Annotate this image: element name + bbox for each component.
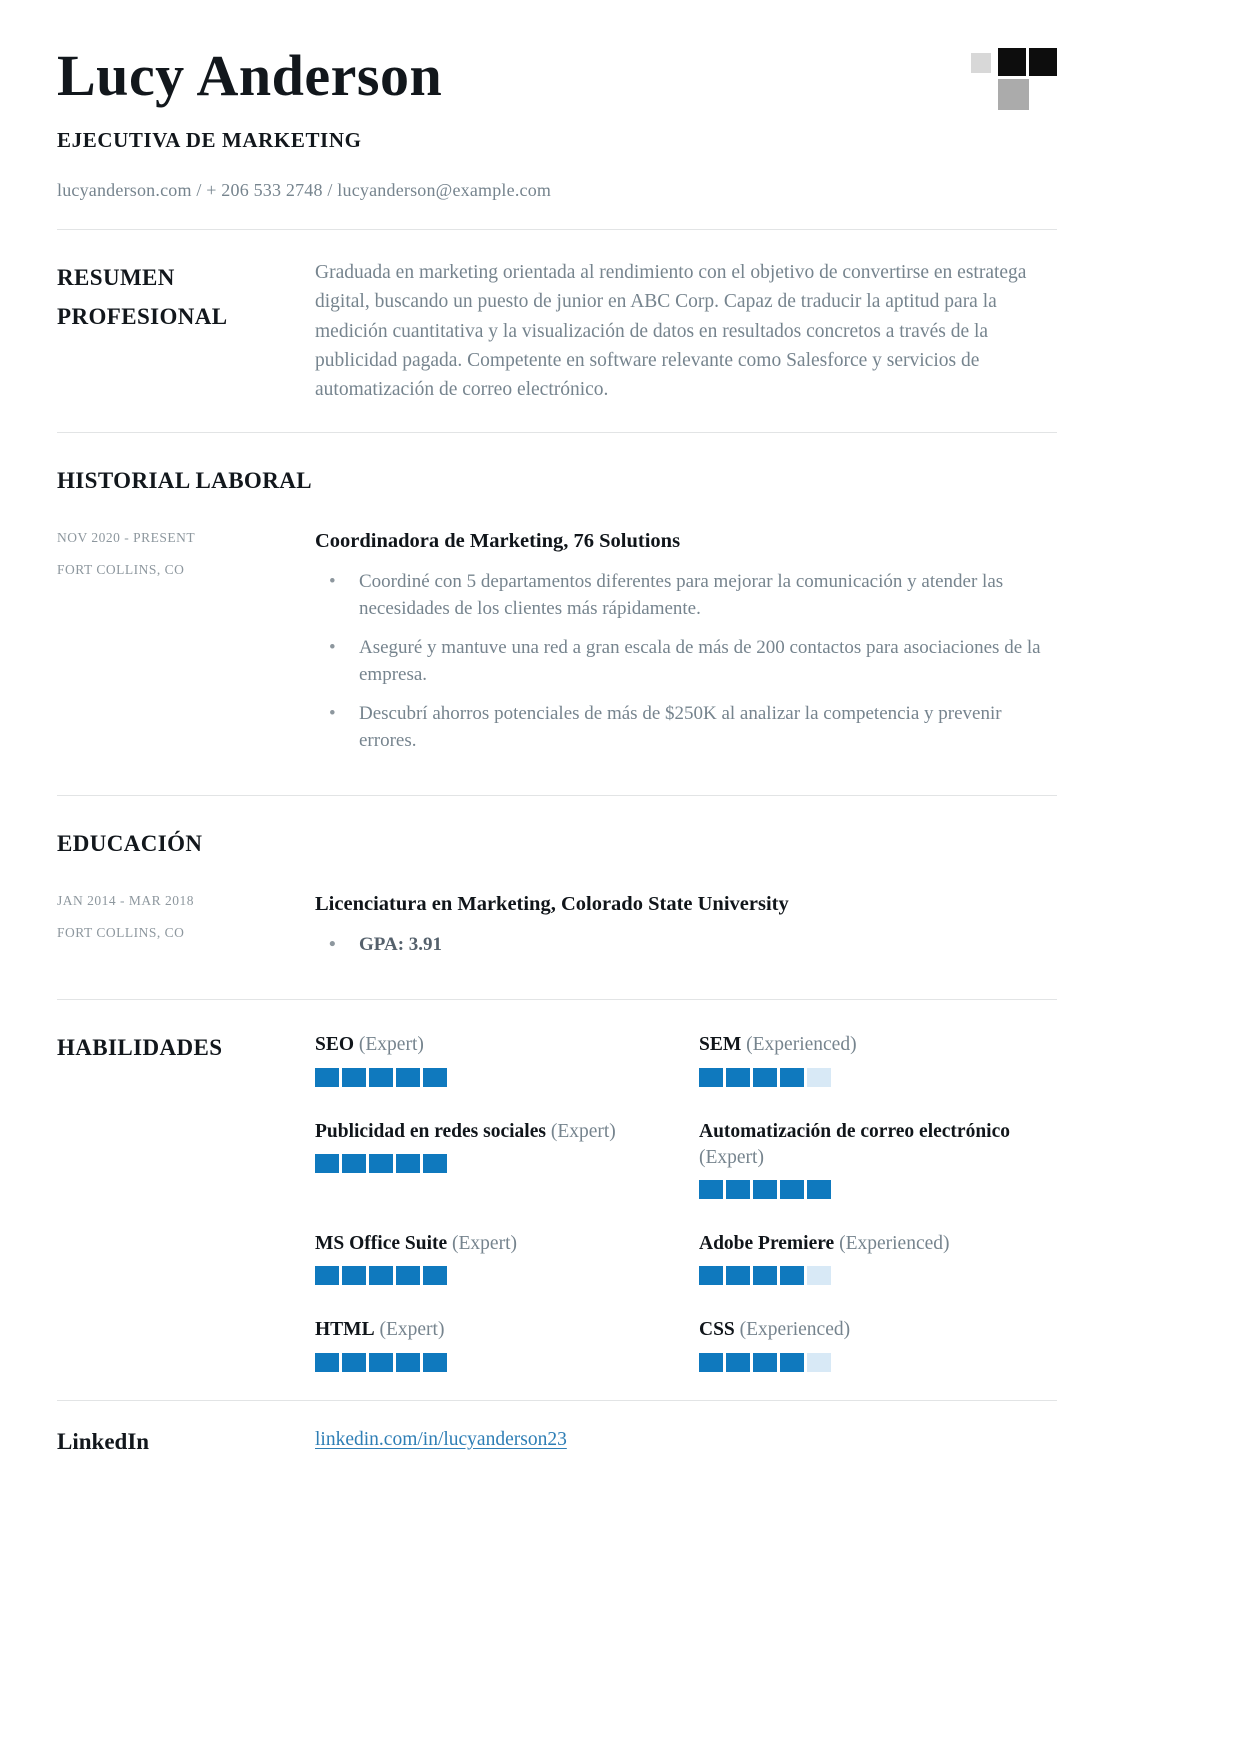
skill-label: [699, 1119, 1057, 1172]
education-dates: JAN 2014 - MAR 2018: [57, 893, 195, 909]
rating-segment-filled: [423, 1154, 447, 1173]
work-dates: NOV 2020 - PRESENT: [57, 530, 196, 546]
skill-rating-bar: [699, 1266, 1057, 1285]
skill-item-html: [315, 1317, 673, 1371]
logo-square-gray-small: [971, 53, 991, 73]
logo-square-black-2: [1029, 48, 1057, 76]
rating-segment-filled: [396, 1266, 420, 1285]
skill-level: (Expert): [699, 1146, 764, 1168]
pixel-squares-logo: [971, 48, 1057, 112]
divider: [57, 432, 1057, 433]
divider: [57, 795, 1057, 796]
divider: [57, 1400, 1057, 1401]
rating-segment-filled: [423, 1068, 447, 1087]
skill-level: (Experienced): [746, 1034, 857, 1056]
skill-rating-bar: [315, 1154, 673, 1173]
skill-name: Automatización de correo electrónico: [699, 1120, 1010, 1142]
work-section: [57, 461, 1057, 767]
linkedin-heading: LinkedIn: [57, 1428, 150, 1454]
skill-label: [699, 1032, 1057, 1058]
skill-name: MS Office Suite: [315, 1233, 448, 1255]
skill-rating-bar: [699, 1180, 1057, 1199]
skills-grid: [315, 1028, 1057, 1372]
skill-item-social-ads: [315, 1119, 673, 1200]
rating-segment-filled: [315, 1154, 339, 1173]
rating-segment-filled: [780, 1266, 804, 1285]
education-heading: EDUCACIÓN: [57, 831, 203, 857]
skill-name: Publicidad en redes sociales: [315, 1120, 546, 1142]
rating-segment-filled: [699, 1266, 723, 1285]
summary-heading: RESUMEN PROFESIONAL: [57, 265, 228, 330]
rating-segment-filled: [315, 1353, 339, 1372]
skill-rating-bar: [315, 1353, 673, 1372]
resume-document: [57, 0, 1057, 1455]
skill-item-sem: [699, 1032, 1057, 1086]
header: [57, 44, 1057, 112]
skill-name: SEM: [699, 1034, 742, 1056]
skill-label: [315, 1231, 673, 1257]
rating-segment-filled: [753, 1180, 777, 1199]
rating-segment-filled: [315, 1068, 339, 1087]
rating-segment-filled: [369, 1068, 393, 1087]
skill-item-email-automation: [699, 1119, 1057, 1200]
logo-square-gray-mid: [998, 79, 1029, 110]
skill-item-seo: [315, 1032, 673, 1086]
work-heading: HISTORIAL LABORAL: [57, 468, 312, 494]
rating-segment-filled: [369, 1353, 393, 1372]
job-title: EJECUTIVA DE MARKETING: [57, 128, 362, 152]
work-bullet: • Descubrí ahorros potenciales de más de $250K al analizar la competencia y prevenir errores.: [315, 701, 1057, 755]
summary-section: [57, 258, 1057, 404]
work-bullet-list: [315, 569, 1057, 755]
work-location: FORT COLLINS, CO: [57, 562, 185, 578]
rating-segment-filled: [396, 1154, 420, 1173]
work-entry: [57, 530, 1057, 767]
gpa-bullet: • GPA: 3.91: [315, 932, 1057, 959]
skill-rating-bar: [315, 1068, 673, 1087]
skill-label: [699, 1317, 1057, 1343]
skill-label: [699, 1231, 1057, 1257]
rating-segment-filled: [699, 1353, 723, 1372]
person-name: Lucy Anderson: [57, 43, 443, 108]
rating-segment-filled: [342, 1068, 366, 1087]
rating-segment-filled: [780, 1353, 804, 1372]
skill-label: [315, 1032, 673, 1058]
divider: [57, 229, 1057, 230]
rating-segment-filled: [423, 1353, 447, 1372]
logo-square-black-1: [998, 48, 1026, 76]
work-title: Coordinadora de Marketing, 76 Solutions: [315, 530, 681, 553]
skill-level: (Experienced): [839, 1233, 950, 1255]
rating-segment-empty: [807, 1266, 831, 1285]
linkedin-section: [57, 1429, 1057, 1455]
skill-label: [315, 1119, 673, 1145]
education-bullet-list: [315, 932, 1057, 959]
summary-text: Graduada en marketing orientada al rendimiento con el objetivo de convertirse en estratega digital, buscando un puesto de junior en ABC Corp. Capaz de traducir la aptitud para la medición cuantitativa y la visualización de datos en resultados concretos a través de la publicidad pagada. Competente en software relevante como Salesforce y servicios de automatización de correo electrónico.: [315, 262, 1027, 400]
work-bullet: • Aseguré y mantuve una red a gran escala de más de 200 contactos para asociaciones de la empresa.: [315, 635, 1057, 689]
skill-label: [315, 1317, 673, 1343]
rating-segment-empty: [807, 1353, 831, 1372]
skills-heading: HABILIDADES: [57, 1035, 223, 1061]
rating-segment-filled: [396, 1068, 420, 1087]
rating-segment-filled: [726, 1266, 750, 1285]
rating-segment-filled: [396, 1353, 420, 1372]
work-bullet: • Coordiné con 5 departamentos diferentes para mejorar la comunicación y atender las necesidades de los clientes más rápidamente.: [315, 569, 1057, 623]
skill-rating-bar: [699, 1068, 1057, 1087]
linkedin-link[interactable]: linkedin.com/in/lucyanderson23: [315, 1428, 567, 1450]
rating-segment-filled: [726, 1180, 750, 1199]
skill-level: (Experienced): [739, 1319, 851, 1341]
education-title: Licenciatura en Marketing, Colorado State University: [315, 893, 789, 916]
rating-segment-filled: [342, 1353, 366, 1372]
skill-name: HTML: [315, 1319, 375, 1341]
rating-segment-filled: [780, 1180, 804, 1199]
skill-level: (Expert): [452, 1233, 517, 1255]
skill-name: CSS: [699, 1319, 735, 1341]
rating-segment-filled: [753, 1266, 777, 1285]
rating-segment-filled: [726, 1353, 750, 1372]
rating-segment-filled: [753, 1068, 777, 1087]
rating-segment-filled: [753, 1353, 777, 1372]
skill-level: (Expert): [358, 1034, 424, 1056]
rating-segment-filled: [423, 1266, 447, 1285]
skill-level: (Expert): [379, 1319, 445, 1341]
rating-segment-filled: [315, 1266, 339, 1285]
rating-segment-filled: [342, 1266, 366, 1285]
rating-segment-filled: [342, 1154, 366, 1173]
rating-segment-filled: [780, 1068, 804, 1087]
skills-section: [57, 1028, 1057, 1372]
rating-segment-filled: [807, 1180, 831, 1199]
rating-segment-filled: [699, 1068, 723, 1087]
skill-name: Adobe Premiere: [699, 1233, 835, 1255]
education-section: [57, 824, 1057, 971]
skill-item-css: [699, 1317, 1057, 1371]
rating-segment-filled: [726, 1068, 750, 1087]
skill-rating-bar: [699, 1353, 1057, 1372]
skill-name: SEO: [315, 1034, 355, 1056]
skill-level: (Expert): [550, 1120, 616, 1142]
skill-rating-bar: [315, 1266, 673, 1285]
divider: [57, 999, 1057, 1000]
education-entry: [57, 893, 1057, 971]
rating-segment-filled: [369, 1154, 393, 1173]
rating-segment-empty: [807, 1068, 831, 1087]
contact-info: lucyanderson.com / + 206 533 2748 / lucyanderson@example.com: [57, 180, 552, 200]
skill-item-adobe-premiere: [699, 1231, 1057, 1285]
rating-segment-filled: [699, 1180, 723, 1199]
education-location: FORT COLLINS, CO: [57, 925, 185, 941]
rating-segment-filled: [369, 1266, 393, 1285]
skill-item-ms-office: [315, 1231, 673, 1285]
